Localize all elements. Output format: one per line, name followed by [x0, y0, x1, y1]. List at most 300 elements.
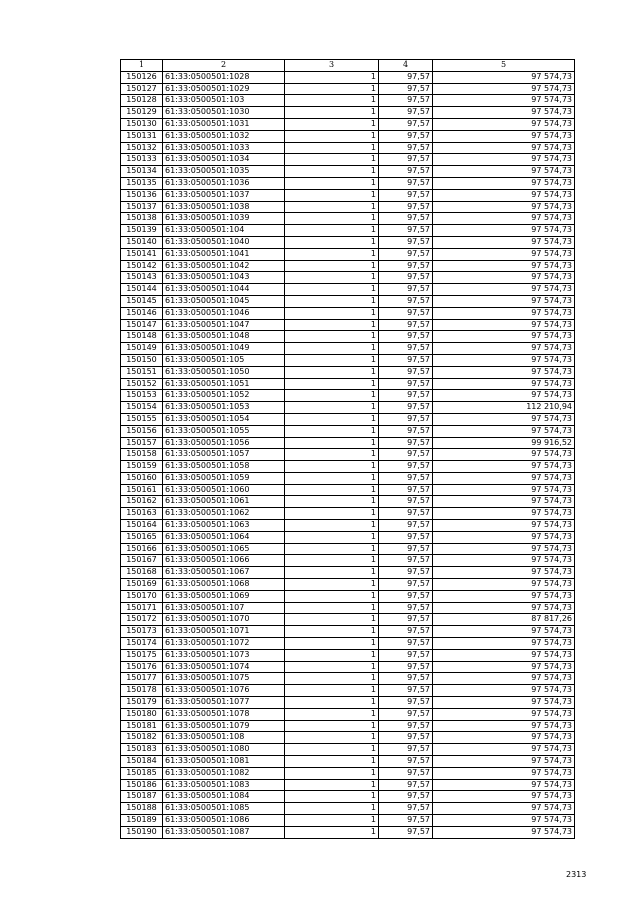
- column-header-2: 2: [163, 60, 285, 72]
- table-row: [121, 496, 575, 508]
- cadastral-number-cell: 61:33:0500501:1077: [163, 697, 285, 709]
- table-row: [121, 142, 575, 154]
- value-cell: 97 574,73: [433, 732, 575, 744]
- value-cell: 97 574,73: [433, 284, 575, 296]
- row-index-cell: 150158: [121, 449, 163, 461]
- quantity-cell: 1: [285, 118, 379, 130]
- area-cell: 97,57: [379, 142, 433, 154]
- value-cell: 97 574,73: [433, 472, 575, 484]
- row-index-cell: 150167: [121, 555, 163, 567]
- quantity-cell: 1: [285, 708, 379, 720]
- value-cell: 97 574,73: [433, 272, 575, 284]
- area-cell: 97,57: [379, 260, 433, 272]
- quantity-cell: 1: [285, 378, 379, 390]
- value-cell: 97 574,73: [433, 661, 575, 673]
- area-cell: 97,57: [379, 520, 433, 532]
- area-cell: 97,57: [379, 449, 433, 461]
- value-cell: 97 574,73: [433, 118, 575, 130]
- row-index-cell: 150137: [121, 201, 163, 213]
- value-cell: 97 574,73: [433, 343, 575, 355]
- area-cell: 97,57: [379, 708, 433, 720]
- row-index-cell: 150168: [121, 567, 163, 579]
- cadastral-number-cell: 61:33:0500501:1034: [163, 154, 285, 166]
- value-cell: 97 574,73: [433, 791, 575, 803]
- area-cell: 97,57: [379, 579, 433, 591]
- row-index-cell: 150172: [121, 614, 163, 626]
- cadastral-number-cell: 61:33:0500501:1033: [163, 142, 285, 154]
- table-row: [121, 248, 575, 260]
- area-cell: 97,57: [379, 402, 433, 414]
- cadastral-number-cell: 61:33:0500501:1047: [163, 319, 285, 331]
- value-cell: 97 574,73: [433, 461, 575, 473]
- table-row: [121, 638, 575, 650]
- cadastral-number-cell: 61:33:0500501:1037: [163, 189, 285, 201]
- area-cell: 97,57: [379, 484, 433, 496]
- quantity-cell: 1: [285, 602, 379, 614]
- quantity-cell: 1: [285, 744, 379, 756]
- cadastral-number-cell: 61:33:0500501:1061: [163, 496, 285, 508]
- quantity-cell: 1: [285, 649, 379, 661]
- value-cell: 97 574,73: [433, 413, 575, 425]
- quantity-cell: 1: [285, 95, 379, 107]
- quantity-cell: 1: [285, 107, 379, 119]
- table-row: [121, 815, 575, 827]
- table-row: [121, 472, 575, 484]
- table-row: [121, 461, 575, 473]
- table-row: [121, 579, 575, 591]
- row-index-cell: 150161: [121, 484, 163, 496]
- value-cell: 97 574,73: [433, 390, 575, 402]
- table-row: [121, 390, 575, 402]
- value-cell: 97 574,73: [433, 142, 575, 154]
- value-cell: 97 574,73: [433, 567, 575, 579]
- quantity-cell: 1: [285, 307, 379, 319]
- row-index-cell: 150153: [121, 390, 163, 402]
- area-cell: 97,57: [379, 177, 433, 189]
- row-index-cell: 150164: [121, 520, 163, 532]
- table-row: [121, 685, 575, 697]
- value-cell: 97 574,73: [433, 236, 575, 248]
- value-cell: 97 574,73: [433, 484, 575, 496]
- row-index-cell: 150142: [121, 260, 163, 272]
- cadastral-number-cell: 61:33:0500501:1067: [163, 567, 285, 579]
- quantity-cell: 1: [285, 461, 379, 473]
- quantity-cell: 1: [285, 83, 379, 95]
- row-index-cell: 150133: [121, 154, 163, 166]
- row-index-cell: 150156: [121, 425, 163, 437]
- cadastral-number-cell: 61:33:0500501:1049: [163, 343, 285, 355]
- row-index-cell: 150159: [121, 461, 163, 473]
- quantity-cell: 1: [285, 142, 379, 154]
- cadastral-number-cell: 61:33:0500501:1036: [163, 177, 285, 189]
- cadastral-number-cell: 61:33:0500501:1059: [163, 472, 285, 484]
- quantity-cell: 1: [285, 826, 379, 838]
- cadastral-number-cell: 61:33:0500501:1040: [163, 236, 285, 248]
- area-cell: 97,57: [379, 685, 433, 697]
- quantity-cell: 1: [285, 295, 379, 307]
- value-cell: 97 574,73: [433, 626, 575, 638]
- quantity-cell: 1: [285, 815, 379, 827]
- quantity-cell: 1: [285, 638, 379, 650]
- quantity-cell: 1: [285, 685, 379, 697]
- table-row: [121, 213, 575, 225]
- row-index-cell: 150148: [121, 331, 163, 343]
- area-cell: 97,57: [379, 779, 433, 791]
- quantity-cell: 1: [285, 791, 379, 803]
- quantity-cell: 1: [285, 213, 379, 225]
- table-row: [121, 71, 575, 83]
- cadastral-number-cell: 61:33:0500501:1041: [163, 248, 285, 260]
- area-cell: 97,57: [379, 390, 433, 402]
- value-cell: 97 574,73: [433, 803, 575, 815]
- row-index-cell: 150132: [121, 142, 163, 154]
- row-index-cell: 150144: [121, 284, 163, 296]
- area-cell: 97,57: [379, 815, 433, 827]
- area-cell: 97,57: [379, 720, 433, 732]
- row-index-cell: 150155: [121, 413, 163, 425]
- table-row: [121, 673, 575, 685]
- quantity-cell: 1: [285, 520, 379, 532]
- table-row: [121, 803, 575, 815]
- value-cell: 97 574,73: [433, 260, 575, 272]
- cadastral-number-cell: 61:33:0500501:1066: [163, 555, 285, 567]
- table-row: [121, 437, 575, 449]
- table-row: [121, 319, 575, 331]
- value-cell: 97 574,73: [433, 366, 575, 378]
- row-index-cell: 150143: [121, 272, 163, 284]
- table-row: [121, 508, 575, 520]
- area-cell: 97,57: [379, 331, 433, 343]
- quantity-cell: 1: [285, 390, 379, 402]
- table-row: [121, 744, 575, 756]
- table-row: [121, 83, 575, 95]
- table-row: [121, 413, 575, 425]
- cadastral-number-cell: 61:33:0500501:1079: [163, 720, 285, 732]
- value-cell: 97 574,73: [433, 555, 575, 567]
- cadastral-number-cell: 61:33:0500501:108: [163, 732, 285, 744]
- cadastral-number-cell: 61:33:0500501:1071: [163, 626, 285, 638]
- cadastral-number-cell: 61:33:0500501:1030: [163, 107, 285, 119]
- value-cell: 97 574,73: [433, 756, 575, 768]
- table-row: [121, 767, 575, 779]
- table-row: [121, 732, 575, 744]
- cadastral-number-cell: 61:33:0500501:1062: [163, 508, 285, 520]
- quantity-cell: 1: [285, 319, 379, 331]
- cadastral-number-cell: 61:33:0500501:1086: [163, 815, 285, 827]
- area-cell: 97,57: [379, 284, 433, 296]
- row-index-cell: 150152: [121, 378, 163, 390]
- table-row: [121, 366, 575, 378]
- quantity-cell: 1: [285, 732, 379, 744]
- area-cell: 97,57: [379, 767, 433, 779]
- cadastral-number-cell: 61:33:0500501:1064: [163, 531, 285, 543]
- value-cell: 97 574,73: [433, 826, 575, 838]
- row-index-cell: 150129: [121, 107, 163, 119]
- table-row: [121, 779, 575, 791]
- value-cell: 97 574,73: [433, 649, 575, 661]
- cadastral-number-cell: 61:33:0500501:1046: [163, 307, 285, 319]
- area-cell: 97,57: [379, 343, 433, 355]
- cadastral-number-cell: 61:33:0500501:1073: [163, 649, 285, 661]
- row-index-cell: 150174: [121, 638, 163, 650]
- table-row: [121, 791, 575, 803]
- value-cell: 97 574,73: [433, 213, 575, 225]
- area-cell: 97,57: [379, 307, 433, 319]
- value-cell: 97 574,73: [433, 177, 575, 189]
- table-row: [121, 378, 575, 390]
- quantity-cell: 1: [285, 425, 379, 437]
- value-cell: 97 574,73: [433, 531, 575, 543]
- row-index-cell: 150175: [121, 649, 163, 661]
- cadastral-number-cell: 61:33:0500501:1084: [163, 791, 285, 803]
- cadastral-number-cell: 61:33:0500501:1087: [163, 826, 285, 838]
- area-cell: 97,57: [379, 354, 433, 366]
- quantity-cell: 1: [285, 673, 379, 685]
- row-index-cell: 150140: [121, 236, 163, 248]
- value-cell: 97 574,73: [433, 520, 575, 532]
- quantity-cell: 1: [285, 331, 379, 343]
- area-cell: 97,57: [379, 83, 433, 95]
- quantity-cell: 1: [285, 437, 379, 449]
- quantity-cell: 1: [285, 484, 379, 496]
- table-row: [121, 295, 575, 307]
- cadastral-number-cell: 61:33:0500501:1045: [163, 295, 285, 307]
- quantity-cell: 1: [285, 354, 379, 366]
- value-cell: 97 574,73: [433, 225, 575, 237]
- table-row: [121, 402, 575, 414]
- cadastral-number-cell: 61:33:0500501:103: [163, 95, 285, 107]
- cadastral-number-cell: 61:33:0500501:1075: [163, 673, 285, 685]
- column-header-4: 4: [379, 60, 433, 72]
- value-cell: 97 574,73: [433, 307, 575, 319]
- area-cell: 97,57: [379, 437, 433, 449]
- row-index-cell: 150179: [121, 697, 163, 709]
- area-cell: 97,57: [379, 496, 433, 508]
- area-cell: 97,57: [379, 626, 433, 638]
- table-row: [121, 189, 575, 201]
- area-cell: 97,57: [379, 225, 433, 237]
- area-cell: 97,57: [379, 107, 433, 119]
- registry-table: [120, 59, 575, 839]
- area-cell: 97,57: [379, 272, 433, 284]
- table-row: [121, 236, 575, 248]
- cadastral-number-cell: 61:33:0500501:1068: [163, 579, 285, 591]
- area-cell: 97,57: [379, 756, 433, 768]
- table-row: [121, 708, 575, 720]
- area-cell: 97,57: [379, 590, 433, 602]
- value-cell: 97 574,73: [433, 130, 575, 142]
- row-index-cell: 150166: [121, 543, 163, 555]
- row-index-cell: 150185: [121, 767, 163, 779]
- cadastral-number-cell: 61:33:0500501:1055: [163, 425, 285, 437]
- quantity-cell: 1: [285, 720, 379, 732]
- value-cell: 97 574,73: [433, 508, 575, 520]
- cadastral-number-cell: 61:33:0500501:1074: [163, 661, 285, 673]
- area-cell: 97,57: [379, 425, 433, 437]
- table-row: [121, 331, 575, 343]
- quantity-cell: 1: [285, 531, 379, 543]
- cadastral-number-cell: 61:33:0500501:1035: [163, 166, 285, 178]
- row-index-cell: 150147: [121, 319, 163, 331]
- area-cell: 97,57: [379, 472, 433, 484]
- cadastral-number-cell: 61:33:0500501:1065: [163, 543, 285, 555]
- value-cell: 97 574,73: [433, 449, 575, 461]
- cadastral-number-cell: 61:33:0500501:1051: [163, 378, 285, 390]
- value-cell: 97 574,73: [433, 720, 575, 732]
- cadastral-number-cell: 61:33:0500501:1053: [163, 402, 285, 414]
- area-cell: 97,57: [379, 614, 433, 626]
- table-row: [121, 614, 575, 626]
- cadastral-number-cell: 61:33:0500501:1063: [163, 520, 285, 532]
- quantity-cell: 1: [285, 508, 379, 520]
- table-row: [121, 484, 575, 496]
- cadastral-number-cell: 61:33:0500501:1083: [163, 779, 285, 791]
- value-cell: 97 574,73: [433, 295, 575, 307]
- quantity-cell: 1: [285, 661, 379, 673]
- area-cell: 97,57: [379, 803, 433, 815]
- value-cell: 112 210,94: [433, 402, 575, 414]
- area-cell: 97,57: [379, 154, 433, 166]
- value-cell: 97 574,73: [433, 201, 575, 213]
- cadastral-number-cell: 61:33:0500501:1043: [163, 272, 285, 284]
- table-row: [121, 567, 575, 579]
- row-index-cell: 150139: [121, 225, 163, 237]
- cadastral-number-cell: 61:33:0500501:1069: [163, 590, 285, 602]
- cadastral-number-cell: 61:33:0500501:1044: [163, 284, 285, 296]
- quantity-cell: 1: [285, 449, 379, 461]
- row-index-cell: 150162: [121, 496, 163, 508]
- quantity-cell: 1: [285, 343, 379, 355]
- row-index-cell: 150150: [121, 354, 163, 366]
- row-index-cell: 150151: [121, 366, 163, 378]
- cadastral-number-cell: 61:33:0500501:1039: [163, 213, 285, 225]
- quantity-cell: 1: [285, 130, 379, 142]
- value-cell: 97 574,73: [433, 744, 575, 756]
- table-row: [121, 590, 575, 602]
- table-row: [121, 425, 575, 437]
- area-cell: 97,57: [379, 130, 433, 142]
- quantity-cell: 1: [285, 366, 379, 378]
- area-cell: 97,57: [379, 189, 433, 201]
- table-row: [121, 95, 575, 107]
- area-cell: 97,57: [379, 661, 433, 673]
- row-index-cell: 150154: [121, 402, 163, 414]
- row-index-cell: 150136: [121, 189, 163, 201]
- table-row: [121, 272, 575, 284]
- cadastral-number-cell: 61:33:0500501:1048: [163, 331, 285, 343]
- table-row: [121, 225, 575, 237]
- table-row: [121, 720, 575, 732]
- quantity-cell: 1: [285, 626, 379, 638]
- area-cell: 97,57: [379, 295, 433, 307]
- value-cell: 97 574,73: [433, 815, 575, 827]
- cadastral-number-cell: 61:33:0500501:1029: [163, 83, 285, 95]
- value-cell: 97 574,73: [433, 496, 575, 508]
- column-header-3: 3: [285, 60, 379, 72]
- cadastral-number-cell: 61:33:0500501:1032: [163, 130, 285, 142]
- cadastral-number-cell: 61:33:0500501:1054: [163, 413, 285, 425]
- cadastral-number-cell: 61:33:0500501:1060: [163, 484, 285, 496]
- area-cell: 97,57: [379, 248, 433, 260]
- cadastral-number-cell: 61:33:0500501:1085: [163, 803, 285, 815]
- area-cell: 97,57: [379, 732, 433, 744]
- table-row: [121, 626, 575, 638]
- table-row: [121, 543, 575, 555]
- table-row: [121, 661, 575, 673]
- table-row: [121, 649, 575, 661]
- quantity-cell: 1: [285, 413, 379, 425]
- area-cell: 97,57: [379, 366, 433, 378]
- row-index-cell: 150165: [121, 531, 163, 543]
- cadastral-number-cell: 61:33:0500501:1080: [163, 744, 285, 756]
- area-cell: 97,57: [379, 213, 433, 225]
- area-cell: 97,57: [379, 378, 433, 390]
- row-index-cell: 150187: [121, 791, 163, 803]
- row-index-cell: 150134: [121, 166, 163, 178]
- quantity-cell: 1: [285, 579, 379, 591]
- value-cell: 97 574,73: [433, 685, 575, 697]
- cadastral-number-cell: 61:33:0500501:1042: [163, 260, 285, 272]
- cadastral-number-cell: 61:33:0500501:1081: [163, 756, 285, 768]
- row-index-cell: 150189: [121, 815, 163, 827]
- value-cell: 97 574,73: [433, 579, 575, 591]
- value-cell: 97 574,73: [433, 590, 575, 602]
- row-index-cell: 150128: [121, 95, 163, 107]
- row-index-cell: 150163: [121, 508, 163, 520]
- table-row: [121, 826, 575, 838]
- area-cell: 97,57: [379, 236, 433, 248]
- value-cell: 97 574,73: [433, 319, 575, 331]
- table-row: [121, 756, 575, 768]
- row-index-cell: 150145: [121, 295, 163, 307]
- area-cell: 97,57: [379, 791, 433, 803]
- table-row: [121, 284, 575, 296]
- row-index-cell: 150141: [121, 248, 163, 260]
- row-index-cell: 150176: [121, 661, 163, 673]
- cadastral-number-cell: 61:33:0500501:1078: [163, 708, 285, 720]
- value-cell: 97 574,73: [433, 543, 575, 555]
- table-row: [121, 343, 575, 355]
- cadastral-number-cell: 61:33:0500501:105: [163, 354, 285, 366]
- cadastral-number-cell: 61:33:0500501:1072: [163, 638, 285, 650]
- row-index-cell: 150181: [121, 720, 163, 732]
- table-row: [121, 354, 575, 366]
- value-cell: 99 916,52: [433, 437, 575, 449]
- cadastral-number-cell: 61:33:0500501:1076: [163, 685, 285, 697]
- quantity-cell: 1: [285, 189, 379, 201]
- row-index-cell: 150131: [121, 130, 163, 142]
- table-row: [121, 555, 575, 567]
- value-cell: 97 574,73: [433, 95, 575, 107]
- area-cell: 97,57: [379, 638, 433, 650]
- cadastral-number-cell: 61:33:0500501:107: [163, 602, 285, 614]
- quantity-cell: 1: [285, 236, 379, 248]
- cadastral-number-cell: 61:33:0500501:1028: [163, 71, 285, 83]
- cadastral-number-cell: 61:33:0500501:1031: [163, 118, 285, 130]
- table-row: [121, 118, 575, 130]
- row-index-cell: 150146: [121, 307, 163, 319]
- area-cell: 97,57: [379, 95, 433, 107]
- row-index-cell: 150138: [121, 213, 163, 225]
- area-cell: 97,57: [379, 413, 433, 425]
- row-index-cell: 150178: [121, 685, 163, 697]
- table-row: [121, 154, 575, 166]
- header-row: [121, 60, 575, 72]
- quantity-cell: 1: [285, 803, 379, 815]
- row-index-cell: 150184: [121, 756, 163, 768]
- value-cell: 97 574,73: [433, 638, 575, 650]
- quantity-cell: 1: [285, 756, 379, 768]
